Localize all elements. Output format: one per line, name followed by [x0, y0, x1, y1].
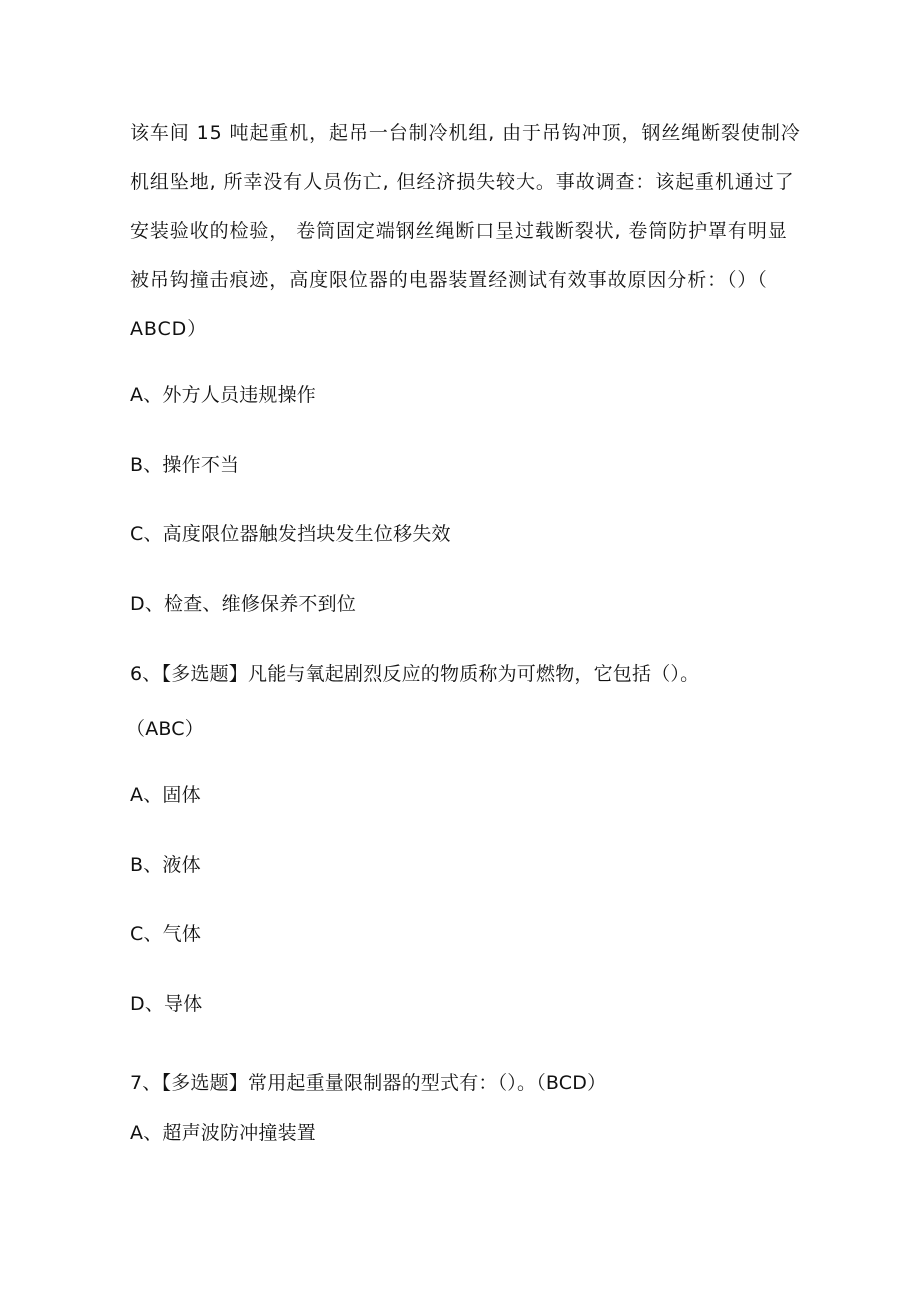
- question5-option-a: A、外方人员违规操作: [130, 384, 316, 406]
- question5-answer: ABCD）: [130, 318, 208, 340]
- question5-stem-line-2: 机组坠地, 所幸没有人员伤亡, 但经济损失较大。事故调查：该起重机通过了: [130, 171, 795, 193]
- question6-option-b: B、液体: [130, 854, 201, 876]
- question6-option-c: C、气体: [130, 923, 202, 945]
- question6-answer: （ABC）: [126, 718, 204, 740]
- question7-stem: 7、【多选题】常用起重量限制器的型式有：（）。（BCD）: [130, 1072, 607, 1094]
- question5-option-c: C、高度限位器触发挡块发生位移失效: [130, 523, 451, 545]
- question5-option-b: B、操作不当: [130, 454, 240, 476]
- question6-option-d: D、导体: [130, 993, 203, 1015]
- question5-option-d: D、检查、维修保养不到位: [130, 593, 357, 615]
- question7-option-a: A、超声波防冲撞装置: [130, 1122, 316, 1144]
- question5-stem-line-1: 该车间 15 吨起重机，起吊一台制冷机组, 由于吊钩冲顶，钢丝绳断裂使制冷: [130, 122, 801, 144]
- question5-stem-line-3: 安装验收的检验， 卷筒固定端钢丝绳断口呈过载断裂状, 卷筒防护罩有明显: [130, 220, 788, 242]
- question5-stem-line-4: 被吊钩撞击痕迹，高度限位器的电器装置经测试有效事故原因分析：（）（: [130, 269, 768, 291]
- question6-option-a: A、固体: [130, 784, 201, 806]
- question6-stem: 6、【多选题】凡能与氧起剧烈反应的物质称为可燃物，它包括（）。: [130, 663, 700, 685]
